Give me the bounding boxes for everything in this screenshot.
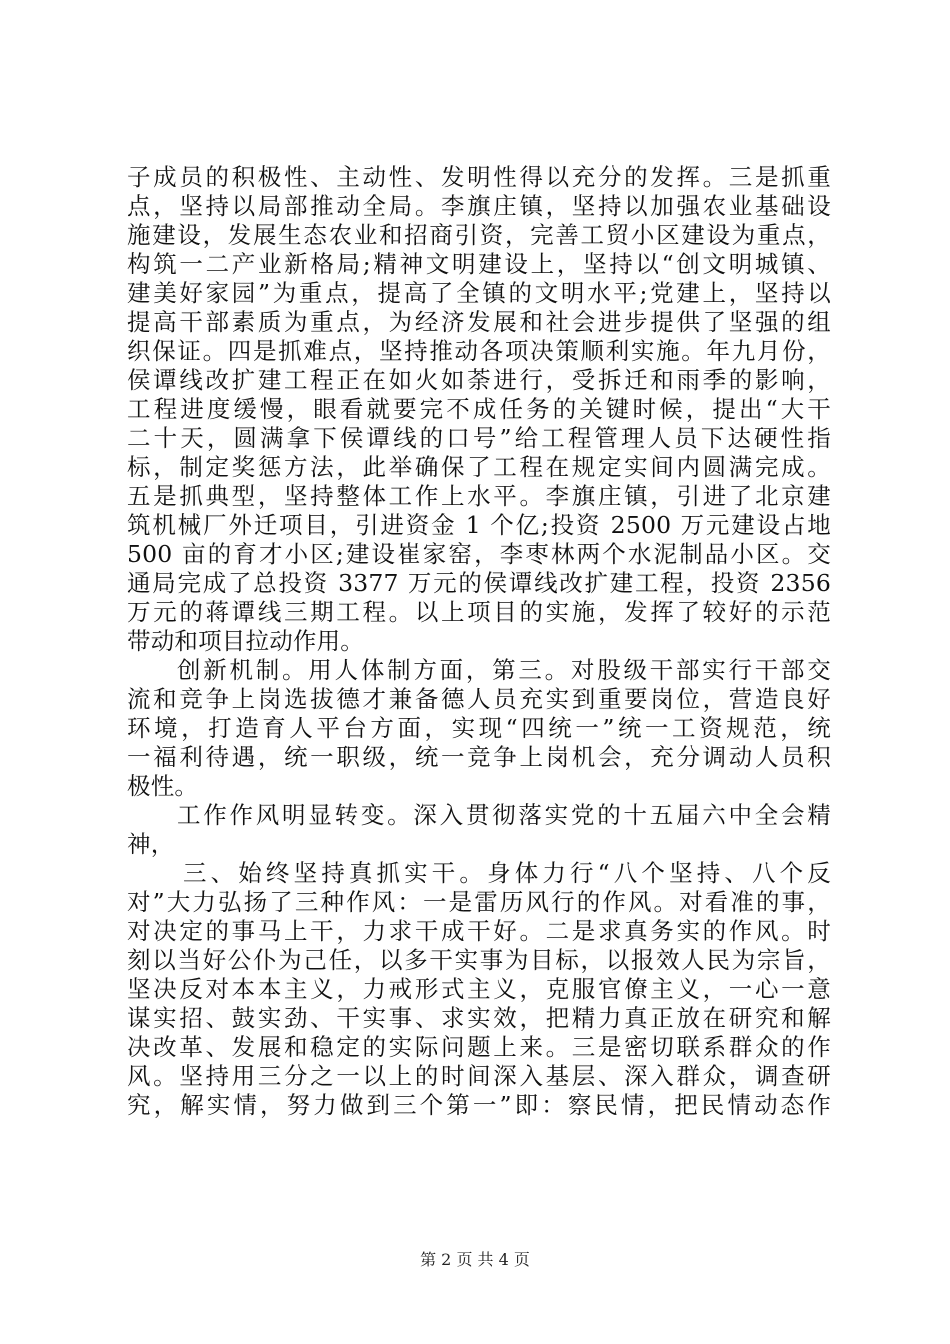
- text-line: 对决定的事马上干，力求干成干好。二是求真务实的作风。时: [127, 917, 831, 945]
- document-body: [127, 163, 831, 1120]
- text-line: 五是抓典型，坚持整体工作上水平。李旗庄镇，引进了北京建: [127, 482, 831, 510]
- text-line: 三、始终坚持真抓实干。身体力行“八个坚持、八个反: [183, 859, 831, 887]
- text-line: 构筑一二产业新格局;精神文明建设上，坚持以“创文明城镇、: [127, 250, 831, 278]
- text-line: 带动和项目拉动作用。: [127, 627, 364, 655]
- text-line: 标，制定奖惩方法，此举确保了工程在规定实间内圆满完成。: [127, 453, 831, 481]
- text-line: 工作作风明显转变。深入贯彻落实党的十五届六中全会精: [177, 801, 831, 829]
- text-line: 谋实招、鼓实劲、干实事、求实效，把精力真正放在研究和解: [127, 1004, 831, 1032]
- text-line: 筑机械厂外迁项目，引进资金 1 个亿;投资 2500 万元建设占地: [127, 511, 831, 539]
- text-line: 一福利待遇，统一职级，统一竞争上岗机会，充分调动人员积: [127, 743, 831, 771]
- text-line: 提高干部素质为重点，为经济发展和社会进步提供了坚强的组: [127, 308, 831, 336]
- text-line: 点，坚持以局部推动全局。李旗庄镇，坚持以加强农业基础设: [127, 192, 831, 220]
- text-line: 对”大力弘扬了三种作风：一是雷历风行的作风。对看准的事，: [127, 888, 831, 916]
- text-line: 创新机制。用人体制方面，第三。对股级干部实行干部交: [177, 656, 831, 684]
- text-line: 通局完成了总投资 3377 万元的侯谭线改扩建工程，投资 2356: [127, 569, 831, 597]
- text-line: 究，解实情，努力做到三个第一”即：察民情，把民情动态作: [127, 1091, 831, 1119]
- text-line: 万元的蒋谭线三期工程。以上项目的实施，发挥了较好的示范: [127, 598, 831, 626]
- text-line: 500 亩的育才小区;建设崔家窑，李枣林两个水泥制品小区。交: [127, 540, 831, 568]
- text-line: 工程进度缓慢，眼看就要完不成任务的关键时候，提出“大干: [127, 395, 831, 423]
- text-line: 二十天，圆满拿下侯谭线的口号”给工程管理人员下达硬性指: [127, 424, 831, 452]
- text-line: 极性。: [127, 772, 199, 800]
- text-line: 刻以当好公仆为己任，以多干实事为目标，以报效人民为宗旨，: [127, 946, 831, 974]
- text-line: 神，: [127, 830, 175, 858]
- text-line: 坚决反对本本主义，力戒形式主义，克服官僚主义，一心一意: [127, 975, 831, 1003]
- text-line: 风。坚持用三分之一以上的时间深入基层、深入群众，调查研: [127, 1062, 831, 1090]
- text-line: 织保证。四是抓难点，坚持推动各项决策顺利实施。年九月份，: [127, 337, 831, 365]
- text-line: 子成员的积极性、主动性、发明性得以充分的发挥。三是抓重: [127, 163, 831, 191]
- text-line: 施建设，发展生态农业和招商引资，完善工贸小区建设为重点，: [127, 221, 831, 249]
- text-line: 环境，打造育人平台方面，实现“四统一”统一工资规范，统: [127, 714, 831, 742]
- page-number-footer: 第 2 页 共 4 页: [420, 1250, 530, 1269]
- text-line: 流和竞争上岗选拔德才兼备德人员充实到重要岗位，营造良好: [127, 685, 831, 713]
- text-line: 侯谭线改扩建工程正在如火如荼进行，受拆迁和雨季的影响，: [127, 366, 831, 394]
- text-line: 建美好家园”为重点，提高了全镇的文明水平;党建上，坚持以: [127, 279, 831, 307]
- text-line: 决改革、发展和稳定的实际问题上来。三是密切联系群众的作: [127, 1033, 831, 1061]
